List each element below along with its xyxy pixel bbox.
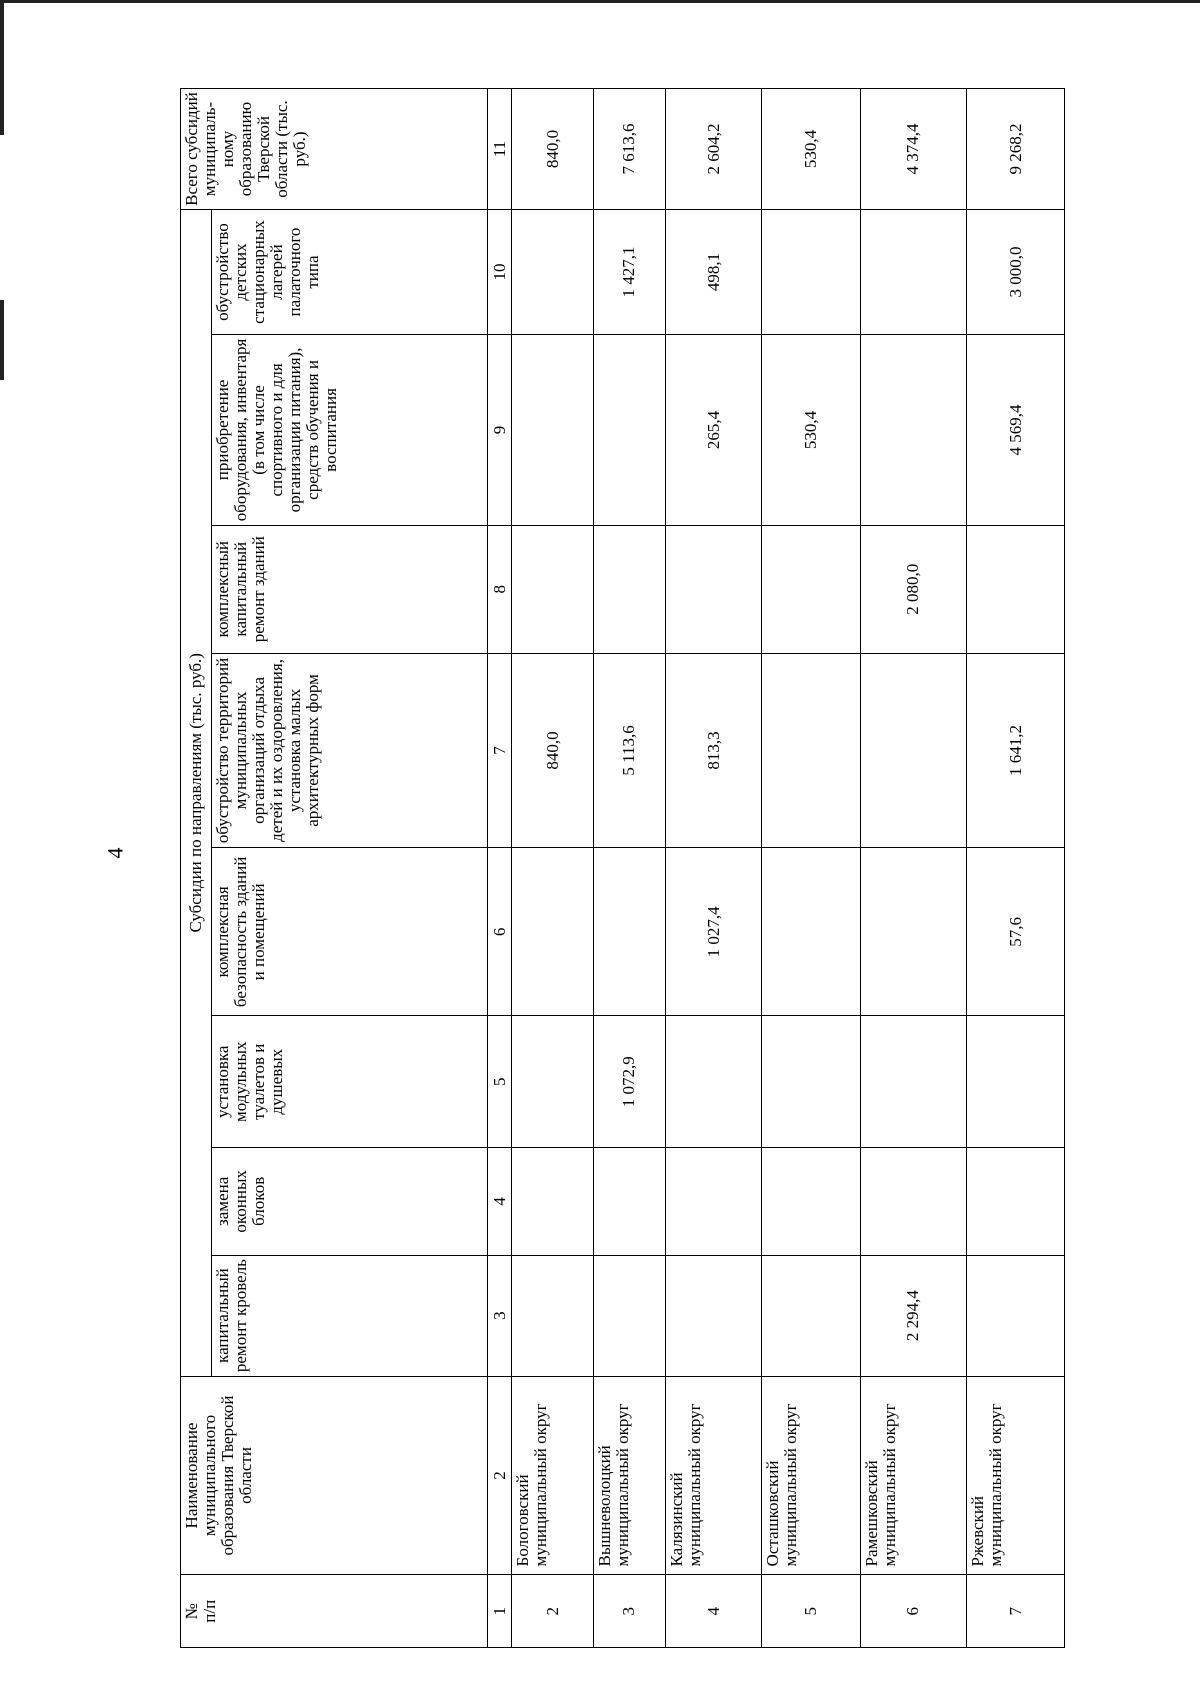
cell-c11: 530,4 — [761, 89, 860, 210]
col-number: 8 — [488, 525, 512, 653]
header-col-3: капитальный ремонт кровель — [211, 1255, 488, 1376]
cell-c9: 530,4 — [761, 335, 860, 526]
cell-c9 — [593, 335, 666, 526]
cell-c9 — [860, 335, 966, 526]
header-col-7: обустройство территорий муниципальных организаций отдыха детей и их оздоровления, установка малых архитектурных форм — [211, 653, 488, 848]
header-no: № п/п — [181, 1575, 488, 1648]
cell-c10 — [860, 210, 966, 335]
cell-c4 — [666, 1148, 762, 1256]
cell-c10: 3 000,0 — [967, 210, 1065, 335]
header-col-5: установка модульных туалетов и душевых — [211, 1016, 488, 1148]
cell-c4 — [761, 1148, 860, 1256]
cell-c9: 4 569,4 — [967, 335, 1065, 526]
row-no: 4 — [666, 1575, 762, 1648]
row-name: Рамешковский муниципальный округ — [860, 1376, 966, 1575]
cell-c8 — [967, 525, 1065, 653]
cell-c9 — [512, 335, 593, 526]
header-col-6: комплексная безопасность зданий и помещений — [211, 848, 488, 1016]
cell-c11: 4 374,4 — [860, 89, 966, 210]
col-number: 5 — [488, 1016, 512, 1148]
cell-c11: 7 613,6 — [593, 89, 666, 210]
cell-c11: 2 604,2 — [666, 89, 762, 210]
header-col-9: приобретение оборудования, инвентаря (в том числе спортивного и для организации питания), средств обучения и воспитания — [211, 335, 488, 526]
cell-c6 — [512, 848, 593, 1016]
table-row — [761, 89, 860, 1648]
cell-c7: 1 641,2 — [967, 653, 1065, 848]
row-no: 6 — [860, 1575, 966, 1648]
row-name: Ржевский муниципальный округ — [967, 1376, 1065, 1575]
cell-c5: 1 072,9 — [593, 1016, 666, 1148]
cell-c8: 2 080,0 — [860, 525, 966, 653]
row-name: Осташковский муниципальный округ — [761, 1376, 860, 1575]
col-number: 3 — [488, 1255, 512, 1376]
table-row — [593, 89, 666, 1648]
cell-c3: 2 294,4 — [860, 1255, 966, 1376]
header-group: Субсидии по направлениям (тыс. руб.) — [181, 210, 212, 1377]
rotated-table-container — [180, 88, 1065, 1648]
col-number: 7 — [488, 653, 512, 848]
cell-c5 — [967, 1016, 1065, 1148]
col-number: 2 — [488, 1376, 512, 1575]
header-col-8: комплексный капитальный ремонт зданий — [211, 525, 488, 653]
cell-c10: 498,1 — [666, 210, 762, 335]
row-name: Бологовский муниципальный округ — [512, 1376, 593, 1575]
cell-c3 — [967, 1255, 1065, 1376]
cell-c8 — [593, 525, 666, 653]
cell-c3 — [666, 1255, 762, 1376]
header-total: Всего субсидий муниципаль-ному образованию Тверской области (тыс. руб.) — [181, 89, 488, 210]
cell-c6 — [761, 848, 860, 1016]
table-row — [666, 89, 762, 1648]
header-col-10: обустройство детских стационарных лагерей палаточного типа — [211, 210, 488, 335]
cell-c7 — [761, 653, 860, 848]
cell-c4 — [860, 1148, 966, 1256]
scan-edge-mark-left-top — [0, 0, 4, 135]
cell-c3 — [593, 1255, 666, 1376]
header-name: Наименование муниципального образования Тверской области — [181, 1376, 488, 1575]
table-row — [512, 89, 593, 1648]
cell-c5 — [761, 1016, 860, 1148]
row-no: 5 — [761, 1575, 860, 1648]
row-name: Вышневолоцкий муниципальный округ — [593, 1376, 666, 1575]
cell-c8 — [512, 525, 593, 653]
cell-c7 — [860, 653, 966, 848]
cell-c11: 840,0 — [512, 89, 593, 210]
cell-c6 — [860, 848, 966, 1016]
cell-c7: 5 113,6 — [593, 653, 666, 848]
subsidies-table — [180, 88, 1065, 1648]
cell-c11: 9 268,2 — [967, 89, 1065, 210]
table-row — [860, 89, 966, 1648]
cell-c3 — [512, 1255, 593, 1376]
col-number: 4 — [488, 1148, 512, 1256]
cell-c4 — [967, 1148, 1065, 1256]
cell-c8 — [761, 525, 860, 653]
col-number: 10 — [488, 210, 512, 335]
cell-c10: 1 427,1 — [593, 210, 666, 335]
cell-c5 — [512, 1016, 593, 1148]
header-col-4: замена оконных блоков — [211, 1148, 488, 1256]
row-no: 7 — [967, 1575, 1065, 1648]
table-row — [967, 89, 1065, 1648]
cell-c5 — [666, 1016, 762, 1148]
cell-c6: 1 027,4 — [666, 848, 762, 1016]
cell-c6 — [593, 848, 666, 1016]
scan-edge-mark — [0, 0, 1200, 3]
row-no: 3 — [593, 1575, 666, 1648]
cell-c7: 840,0 — [512, 653, 593, 848]
cell-c9: 265,4 — [666, 335, 762, 526]
cell-c3 — [761, 1255, 860, 1376]
page-number: 4 — [102, 847, 128, 859]
cell-c10 — [512, 210, 593, 335]
col-number: 1 — [488, 1575, 512, 1648]
col-number: 9 — [488, 335, 512, 526]
cell-c4 — [512, 1148, 593, 1256]
cell-c10 — [761, 210, 860, 335]
scan-edge-mark-left-bottom — [0, 300, 4, 380]
row-name: Калязинский муниципальный округ — [666, 1376, 762, 1575]
col-number: 11 — [488, 89, 512, 210]
cell-c4 — [593, 1148, 666, 1256]
cell-c8 — [666, 525, 762, 653]
col-number: 6 — [488, 848, 512, 1016]
cell-c6: 57,6 — [967, 848, 1065, 1016]
cell-c5 — [860, 1016, 966, 1148]
cell-c7: 813,3 — [666, 653, 762, 848]
row-no: 2 — [512, 1575, 593, 1648]
